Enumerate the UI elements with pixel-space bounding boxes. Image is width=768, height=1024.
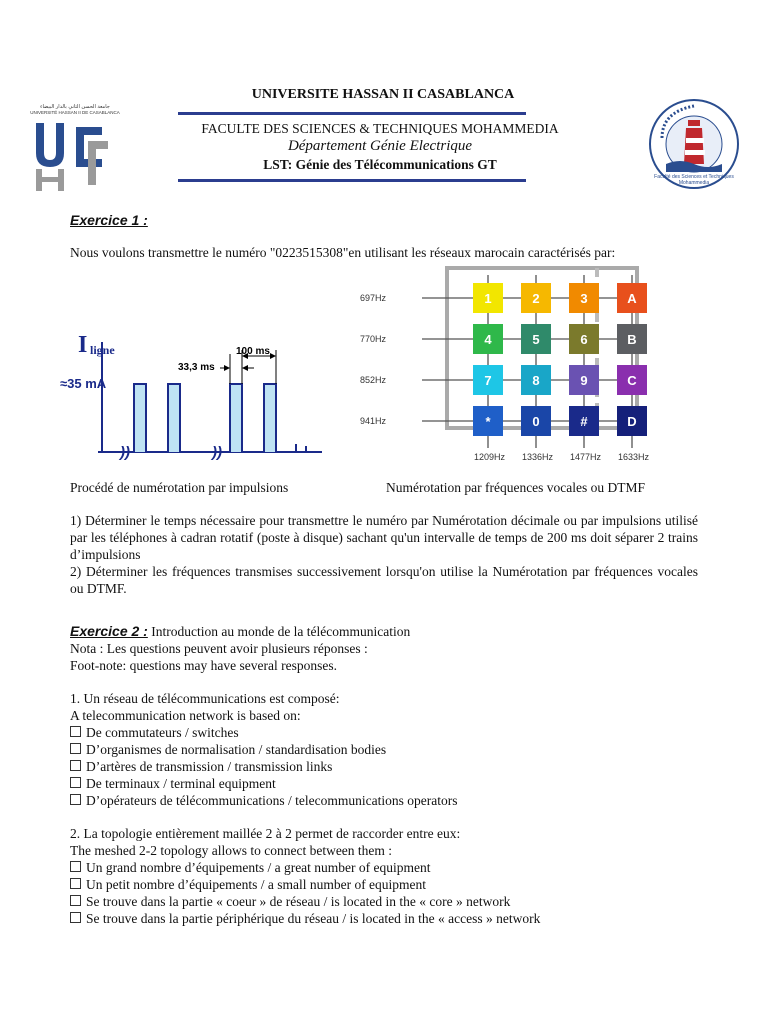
option-label: Un petit nombre d’équipements / a small number of equipment <box>86 877 427 892</box>
option-1-4[interactable] <box>70 775 710 792</box>
option-label: Un grand nombre d’équipements / a great number of equipment <box>86 860 431 875</box>
keypad-key-label: 6 <box>580 332 588 347</box>
checkbox[interactable] <box>70 777 81 788</box>
keypad-key-label: 5 <box>532 332 540 347</box>
question-2-en: The meshed 2-2 topology allows to connect between them : <box>70 843 393 858</box>
question-1 <box>70 690 710 809</box>
exercise1-title: Exercice 1 : <box>70 212 148 228</box>
option-label: D’artères de transmission / transmission links <box>86 759 333 774</box>
question-2-fr: 2. La topologie entièrement maillée 2 à 2 permet de raccorder entre eux: <box>70 826 461 841</box>
exercise2-subtitle: Introduction au monde de la télécommunication <box>147 624 411 639</box>
column-frequency-label: 1209Hz <box>474 452 506 462</box>
keypad-key-label: C <box>627 373 637 388</box>
faculty-logo <box>648 98 740 190</box>
question-1-en: A telecommunication network is based on: <box>70 708 301 723</box>
option-2-2[interactable] <box>70 876 710 893</box>
pulse-width-label: 33,3 ms <box>178 362 215 373</box>
row-frequency-label: 941Hz <box>360 416 387 426</box>
checkbox[interactable] <box>70 878 81 889</box>
logo-french-text: UNIVERSITÉ HASSAN II DE CASABLANCA <box>30 110 120 115</box>
keypad-key-label: B <box>627 332 637 347</box>
column-frequency-label: 1633Hz <box>618 452 650 462</box>
header-rule-top <box>178 112 526 115</box>
current-axis-label: I <box>78 332 88 358</box>
checkbox[interactable] <box>70 760 81 771</box>
option-2-3[interactable] <box>70 893 710 910</box>
checkbox[interactable] <box>70 912 81 923</box>
option-1-3[interactable] <box>70 758 710 775</box>
option-label: Se trouve dans la partie « coeur » de réseau / is located in the « core » network <box>86 894 511 909</box>
exercise1-intro: Nous voulons transmettre le numéro "0223515308"en utilisant les réseaux marocain caractérisés par: <box>70 245 616 260</box>
svg-text:)): )) <box>212 444 222 461</box>
dtmf-keypad-figure <box>360 265 680 465</box>
row-frequency-label: 770Hz <box>360 334 387 344</box>
faculty-title: FACULTE DES SCIENCES & TECHNIQUES MOHAMMEDIA <box>201 121 559 136</box>
faculty-logo-text: Faculté des Sciences et Techniques Mohammedia <box>654 174 734 186</box>
question-2 <box>70 825 710 927</box>
exercise2-footnote: Foot-note: questions may have several responses. <box>70 658 337 673</box>
exercise2-title: Exercice 2 : <box>70 623 148 639</box>
checkbox[interactable] <box>70 861 81 872</box>
current-value-label: ≈35 mA <box>60 376 107 391</box>
exercise2-nota: Nota : Les questions peuvent avoir plusieurs réponses : <box>70 641 368 656</box>
keypad-key-label: D <box>627 414 637 429</box>
keypad-key-label: # <box>580 414 588 429</box>
option-label: De terminaux / terminal equipment <box>86 776 276 791</box>
option-label: D’opérateurs de télécommunications / telecommunications operators <box>86 793 458 808</box>
keypad-key-label: 2 <box>532 291 540 306</box>
pulse-period-label: 100 ms <box>236 346 270 357</box>
keypad-key-label: 7 <box>484 373 492 388</box>
checkbox[interactable] <box>70 794 81 805</box>
keypad-key-label: 0 <box>532 414 540 429</box>
option-1-2[interactable] <box>70 741 710 758</box>
logo-uh-mark <box>30 115 120 193</box>
exercise1-question1: 1) Déterminer le temps nécessaire pour transmettre le numéro par Numérotation décimale ou par impulsions utilisé par les téléphones à cadran rotatif (poste à disque) sachant qu'un intervalle de temps de 200 ms doit séparer 2 trains d’impulsions <box>70 513 698 562</box>
current-axis-sub: ligne <box>90 343 115 357</box>
option-2-4[interactable] <box>70 910 710 927</box>
department-title: Département Génie Electrique <box>287 138 473 154</box>
keypad-key-label: 9 <box>580 373 588 388</box>
logo-arabic-text: جامعة الحسن الثاني بالدار البيضاء <box>40 104 110 110</box>
column-frequency-label: 1477Hz <box>570 452 602 462</box>
svg-text:)): )) <box>120 444 130 461</box>
pulse-figure-caption: Procédé de numérotation par impulsions <box>70 480 289 495</box>
keypad-key-label: 1 <box>484 291 492 306</box>
pulse-train <box>134 384 276 452</box>
exercise2-heading <box>70 623 410 640</box>
option-label: D’organismes de normalisation / standardisation bodies <box>86 742 387 757</box>
keypad-key-label: 3 <box>580 291 588 306</box>
exercise1-question2: 2) Déterminer les fréquences transmises successivement lorsqu'on utilise la Numérotation par fréquences vocales ou DTMF. <box>70 564 698 596</box>
checkbox[interactable] <box>70 895 81 906</box>
dtmf-figure-caption: Numérotation par fréquences vocales ou DTMF <box>386 480 646 495</box>
checkbox[interactable] <box>70 726 81 737</box>
checkbox[interactable] <box>70 743 81 754</box>
pulse-dialing-figure <box>60 322 330 467</box>
keypad-key-label: 4 <box>484 332 492 347</box>
university-title: UNIVERSITE HASSAN II CASABLANCA <box>251 87 515 102</box>
option-1-1[interactable] <box>70 724 710 741</box>
option-1-5[interactable] <box>70 792 710 809</box>
option-label: De commutateurs / switches <box>86 725 239 740</box>
keypad-key-label: * <box>485 414 491 429</box>
option-label: Se trouve dans la partie périphérique du réseau / is located in the « access » network <box>86 911 541 926</box>
question-1-fr: 1. Un réseau de télécommunications est composé: <box>70 691 340 706</box>
program-title: LST: Génie des Télécommunications GT <box>263 157 497 172</box>
keypad-key-label: A <box>627 291 637 306</box>
row-frequency-label: 852Hz <box>360 375 387 385</box>
option-2-1[interactable] <box>70 859 710 876</box>
university-logo <box>30 104 120 194</box>
header-rule-bottom <box>178 179 526 182</box>
row-frequency-label: 697Hz <box>360 293 387 303</box>
column-frequency-label: 1336Hz <box>522 452 554 462</box>
keypad-key-label: 8 <box>532 373 540 388</box>
